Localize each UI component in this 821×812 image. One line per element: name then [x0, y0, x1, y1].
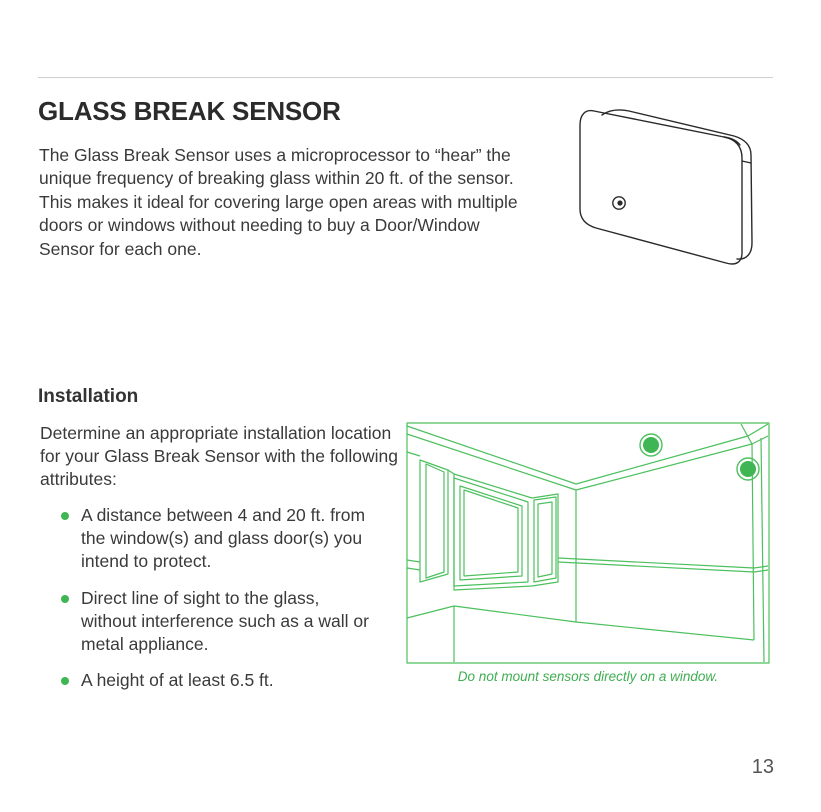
page-number: 13	[751, 756, 774, 778]
page-title: GLASS BREAK SENSOR	[38, 96, 341, 126]
bullet-dot-icon	[61, 595, 69, 603]
installation-heading: Installation	[38, 386, 139, 407]
list-item	[58, 669, 378, 692]
glass-break-sensor-illustration	[574, 103, 760, 269]
top-divider	[38, 77, 773, 78]
bullet-dot-icon	[61, 512, 69, 520]
list-item-text: A distance between 4 and 20 ft. from the window(s) and glass door(s) you intend to protect.	[81, 505, 366, 572]
bullet-dot-icon	[61, 677, 69, 685]
list-item	[58, 587, 378, 657]
sensor-location-markers	[640, 434, 759, 480]
intro-paragraph: The Glass Break Sensor uses a microprocessor to “hear” the unique frequency of breaking glass within 20 ft. of the sensor. This makes it ideal for covering large open areas with multiple doors or windows without needing to buy a Door/Window Sensor for each one.	[39, 145, 518, 259]
installation-lead: Determine an appropriate installation location for your Glass Break Sensor with the following attributes:	[40, 423, 398, 490]
room-placement-illustration	[406, 422, 770, 664]
list-item-text: Direct line of sight to the glass, without interference such as a wall or metal appliance.	[81, 588, 369, 655]
illustration-caption: Do not mount sensors directly on a window.	[457, 669, 719, 684]
microphone-port-icon	[617, 200, 622, 205]
list-item-text: A height of at least 6.5 ft.	[81, 670, 274, 690]
list-item	[58, 504, 378, 574]
